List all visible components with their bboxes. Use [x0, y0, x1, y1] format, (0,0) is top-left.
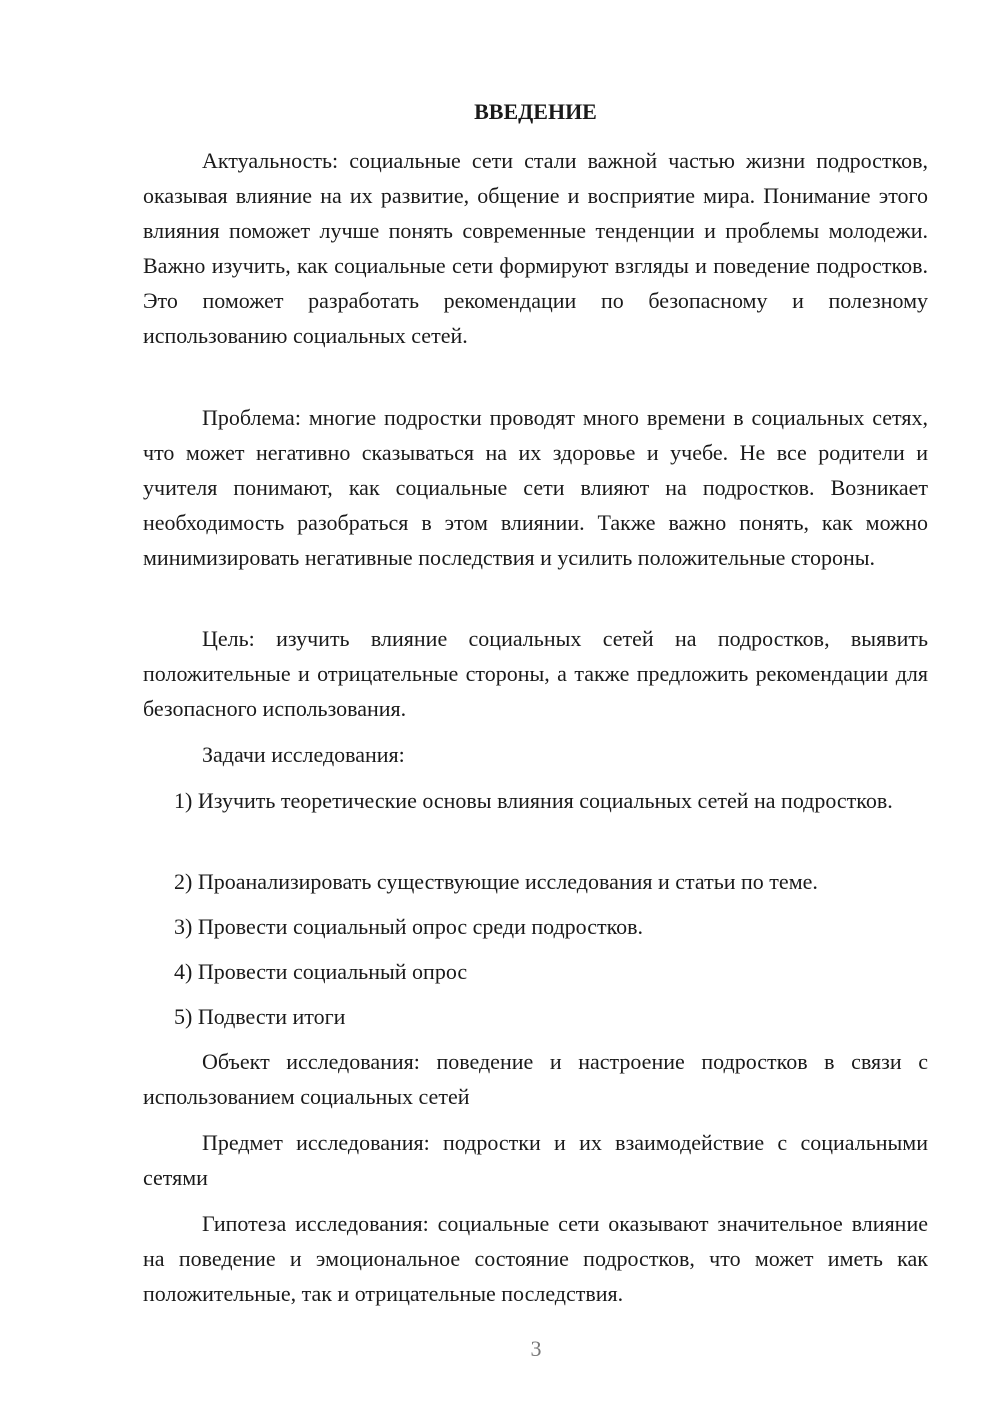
task-item-2: 2) Проанализировать существующие исследования и статьи по теме.: [174, 869, 818, 894]
task-item-4: 4) Провести социальный опрос: [174, 959, 468, 984]
subject-paragraph: Предмет исследования: подростки и их взаимодействие с социальными сетями: [143, 1130, 928, 1190]
hypothesis-paragraph: Гипотеза исследования: социальные сети оказывают значительное влияние на поведение и эмоциональное состояние подростков, что может иметь как положительные, так и отрицательные последствия.: [143, 1211, 928, 1306]
page-number: 3: [530, 1336, 542, 1361]
task-item-1: 1) Изучить теоретические основы влияния социальных сетей на подростков.: [174, 788, 893, 813]
goal-paragraph: Цель: изучить влияние социальных сетей на подростков, выявить положительные и отрицательные стороны, а также предложить рекомендации для безопасного использования.: [143, 626, 928, 721]
relevance-paragraph: Актуальность: социальные сети стали важной частью жизни подростков, оказывая влияние на их развитие, общение и восприятие мира. Понимание этого влияния поможет лучше понять современные тенденции и проблемы молодежи. Важно изучить, как социальные сети формируют взгляды и поведение подростков. Это поможет разработать рекомендации по безопасному и полезному использованию социальных сетей.: [143, 148, 928, 348]
page-title: ВВЕДЕНИЕ: [474, 99, 597, 124]
task-item-5: 5) Подвести итоги: [174, 1004, 346, 1029]
problem-paragraph: Проблема: многие подростки проводят много времени в социальных сетях, что может негативно сказываться на их здоровье и учебе. Не все родители и учителя понимают, как социальные сети влияют на подростков. Возникает необходимость разобраться в этом влиянии. Также важно понять, как можно минимизировать негативные последствия и усилить положительные стороны.: [143, 405, 928, 570]
task-item-3: 3) Провести социальный опрос среди подростков.: [174, 914, 644, 939]
object-paragraph: Объект исследования: поведение и настроение подростков в связи с использованием социальных сетей: [143, 1049, 928, 1109]
tasks-heading: Задачи исследования:: [202, 742, 405, 767]
